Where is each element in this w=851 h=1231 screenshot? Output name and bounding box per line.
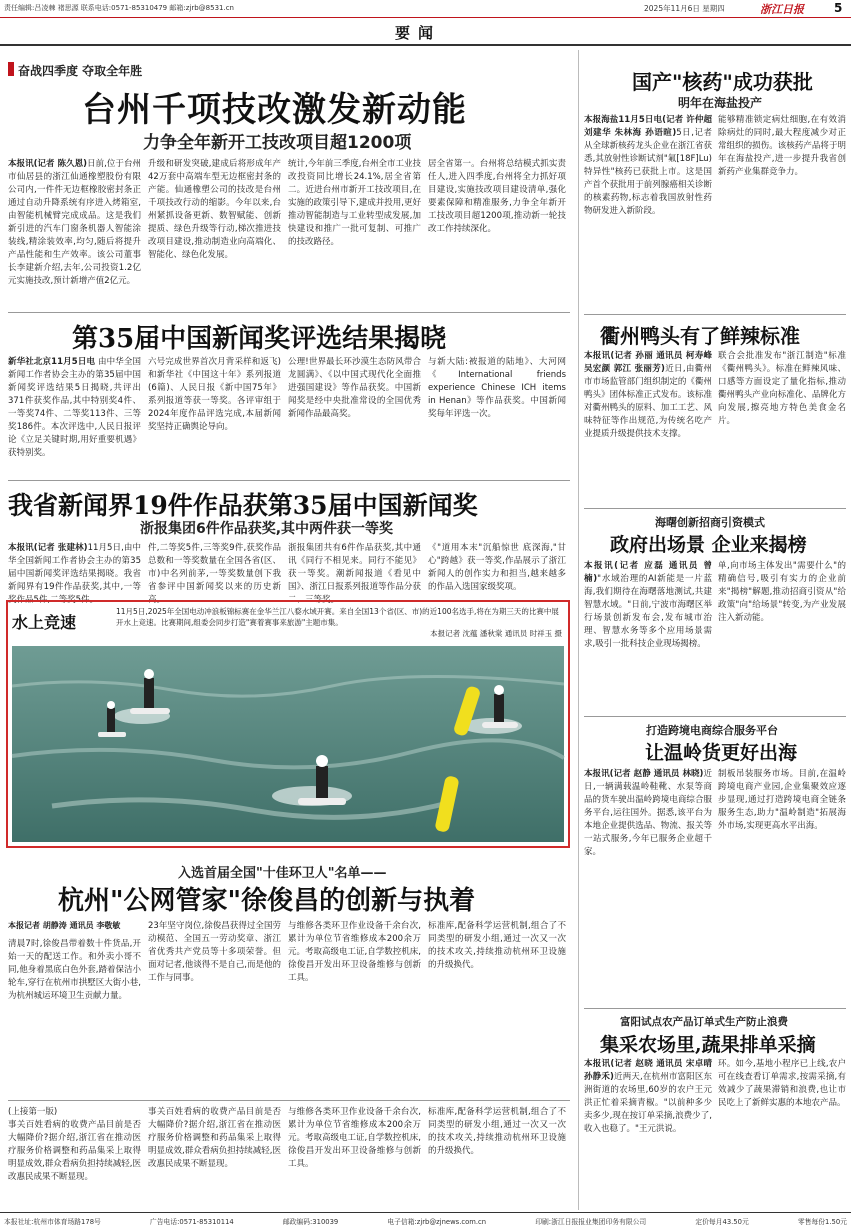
footer-rule xyxy=(0,1212,851,1213)
story3-col4: 《"道用本末"沉船惊世 底深海,"甘心"跨越》获一等奖,作品展示了浙江新闻人的创作实力和担当,越来越多的作品入选国家级奖项。 xyxy=(428,543,566,592)
bottom-col2: 事关百姓看病的收费产品目前是否大幅降价?据介绍,浙江省在推动医疗服务价格调整和药品集采上取得明显成效,群众看病负担持续减轻,医改惠民成果不断显现。 xyxy=(148,1107,281,1169)
divider xyxy=(8,1100,570,1101)
right1-col1 xyxy=(584,114,712,312)
right2-byline: 本报讯(记者 孙丽 通讯员 柯寿峰 吴宏颜 郭江 张丽芳) xyxy=(584,351,712,374)
story2-col4: 与新大陆:被报道的陆地》、大河网《International friends experience Chinese ICH items in Henan》等作品获奖。中国新闻奖每年评选一次。 xyxy=(428,357,566,419)
story4-col3: 与维修各类环卫作业设备千余台次,累计为单位节省维修成本200余万元。考取高级电工证,自学数控机床,徐俊昌开发出环卫设备维修与创新工具。 xyxy=(288,921,421,983)
story2-col2: 六号完成世界首次月背采样和返飞)和新华社《中国这十年》系列报道(6篇)、人民日报《新中国75年》系列报道等获一等奖。各评审组于2024年度作品评选完成,本届新闻奖坚持正确舆论导向。 xyxy=(148,357,281,432)
story4-col4: 标准库,配备科学运营机制,组合了不同类型的研发小组,通过一次又一次的技术攻关,持续推动杭州环卫设施的升级换代。 xyxy=(428,921,566,970)
right5-col1-text: 近两天,在杭州市富阳区东洲街道的农场里,60岁的农户王元洪正忙着采摘青椒。"以前种多少卖多少,现在按订单采摘,浪费少了,收入也稳了。"王元洪说。 xyxy=(584,1072,713,1134)
right1-col1-text: 5日,记者从全球新核药龙头企业在浙江省获悉,其放射性诊断试剂"氟[18F]Lu)特异性"核药已获批上市。这是国产首个获批用于前列腺癌相关诊断的核素药物,标志着我国放射性药物研发进入新阶段。 xyxy=(584,128,712,216)
story2-headline: 第35届中国新闻奖评选结果揭晓 xyxy=(72,324,447,354)
footer-postcode: 邮政编码:310039 xyxy=(282,1218,339,1226)
right5-headline: 集采农场里,蔬果排单采摘 xyxy=(600,1034,816,1056)
right5-kicker: 富阳试点农产品订单式生产防止浪费 xyxy=(620,1016,788,1028)
right3-headline: 政府出场景 企业来揭榜 xyxy=(610,534,807,556)
section-title: 要闻 xyxy=(395,24,442,42)
story2-byline: 新华社北京11月5日电 xyxy=(8,357,96,367)
right4-col1-text: 近日,一辆满载温岭鞋靴、水泵等商品的货车驶出温岭跨境电商综合服务平台,运往国外。据悉,该平台为本地企业提供选品、物流、报关等一站式服务,今年已服务企业超千家。 xyxy=(584,769,712,857)
story2-col1-text: 由中华全国新闻工作者协会主办的第35届中国新闻奖评选结果5日揭晓,共评出371件获奖作品,其中特别奖4件、一等奖74件、二等奖113件、三等奖186件。本次评选中,人民日报评论《立足关键时期,用好重要机遇》获特别奖。 xyxy=(8,357,141,458)
divider xyxy=(584,314,846,315)
right5-col2: 环。如今,基地小程序已上线,农户可在线查看订单需求,按需采摘,有效减少了蔬果滞销和浪费,也让市民吃上了新鲜实惠的本地农产品。 xyxy=(718,1059,846,1108)
divider xyxy=(584,716,846,717)
divider xyxy=(8,480,570,481)
story3-col1-text: 11月5日,由中华全国新闻工作者协会主办的第35届中国新闻奖评选结果揭晓。我省新闻界有19件作品获奖,其中,一等奖作品5件,二等奖5件。 xyxy=(8,543,141,605)
right4-col1 xyxy=(584,768,712,926)
bottom-col3: 与维修各类环卫作业设备千余台次,累计为单位节省维修成本200余万元。考取高级电工证,自学数控机床,徐俊昌开发出环卫设备维修与创新工具。 xyxy=(288,1107,421,1169)
right3-kicker: 海曙创新招商引资模式 xyxy=(655,516,765,529)
story3-headline: 我省新闻界19件作品获第35届中国新闻奖 xyxy=(8,491,478,520)
story1-kicker: 奋战四季度 夺取全年胜 xyxy=(18,64,143,78)
right3-col2: 单,向市场主体发出"需要什么"的精确信号,吸引有实力的企业前来"揭榜"解题,推动招商引资从"给政策"向"给场景"转变,为产业发展注入新动能。 xyxy=(718,561,846,623)
photo-caption-text: 11月5日,2025年全国电动冲浪板锦标赛在金华兰江八婺水域开赛。来自全国13个省(区、市)的近100名选手,将在为期三天的比赛中展开水上竞速。比赛期间,组委会同步打造"赛着赛事来旅游"主题市集。 xyxy=(116,607,559,627)
right1-subhead: 明年在海盐投产 xyxy=(678,96,763,110)
story2-col1 xyxy=(8,356,141,476)
story1-col1-text: 日前,位于台州市仙居县的浙江仙通橡塑股份有限公司内,一件件无边框橡胶密封条正通过自动升降系统有序进入烤箱室,由智能机械臂完成成品。这是我们新引进的汽车门窗条机器人智能涂装线,精涂装效率,均匀,随后将提升产品性能和生产效率。该公司董事长李建新介绍,去年,公司投资1.2亿元实施技改,预计新增产值2亿元。 xyxy=(8,159,141,286)
story4-col1: 清晨7时,徐俊昌带着数十件货品,开始一天的配送工作。和外卖小哥不同,他身着黑底白色外套,踏着保洁小轮车,穿行在杭州市拱墅区大街小巷,为杭州城运环境卫生贡献力量。 xyxy=(8,939,141,1001)
right2-headline: 衢州鸭头有了鲜辣标准 xyxy=(600,324,800,348)
paper-name: 浙江日报 xyxy=(760,3,804,16)
page-number: 5 xyxy=(834,1,843,15)
story3-subhead: 浙报集团6件作品获奖,其中两件获一等奖 xyxy=(140,521,394,537)
right4-col2: 制板吊装服务市场。目前,在温岭跨境电商产业园,企业集聚效应逐步显现,通过打造跨境电商全链条服务生态,助力"温岭制造"拓展海外市场,实现更高水平出海。 xyxy=(718,769,846,831)
photo-caption xyxy=(116,606,562,639)
story2-col3: 公理!世界最长环沙漠生态防风带合龙圆满》、《以中国式现代化全面推进强国建设》等作品获奖。中国新闻奖是经中央批准常设的全国优秀新闻作品最高奖。 xyxy=(288,357,421,419)
divider xyxy=(8,312,570,313)
story3-col2: 件,二等奖5件,三等奖9件,获奖作品总数和一等奖数量在全国各省(区、市)中名列前茅,一等奖数量创下我省参评中国新闻奖以来的历史新高。 xyxy=(148,543,281,605)
footer-retail: 零售每份1.50元 xyxy=(797,1218,847,1226)
bottom-text: 事关百姓看病的收费产品目前是否大幅降价?据介绍,浙江省在推动医疗服务价格调整和药品集采上取得明显成效,群众看病负担持续减轻,医改惠民成果不断显现。 xyxy=(8,1120,141,1182)
footer xyxy=(4,1216,847,1228)
right5-byline: 本报讯(记者 赵晓 通讯员 宋卓晴 孙静禾) xyxy=(584,1059,712,1082)
right3-byline: 本报讯(记者 应磊 通讯员 曾楠) xyxy=(584,561,712,584)
photo-title: 水上竞速 xyxy=(12,613,77,632)
story4-headline: 杭州"公网管家"徐俊昌的创新与执着 xyxy=(58,886,476,916)
story3-col3: 浙报集团共有6件作品获奖,其中通讯《同行不相见来。同行不能见》获一等奖。潮新闻报道《看见中国》、浙江日报系列报道等作品分获二、三等奖。 xyxy=(288,543,421,605)
story1-col1 xyxy=(8,158,141,308)
right2-col1-text: 近日,由衢州市市场监管部门组织制定的《衢州鸭头》团体标准正式发布。该标准对衢州鸭头的原料、加工工艺、风味特征等作出规范,为传统名吃产业提质升级提供技术支撑。 xyxy=(584,364,712,439)
column-rule xyxy=(578,50,579,1210)
masthead-bar xyxy=(0,0,851,16)
right1-col2: 能够精准锁定病灶细胞,在有效消除病灶的同时,最大程度减少对正常组织的损伤。该核药产品将于明年在海盐投产,进一步提升我省创新药产业集群竞争力。 xyxy=(718,115,846,177)
footer-ad-phone: 广告电话:0571-85310114 xyxy=(149,1218,234,1226)
divider xyxy=(584,508,846,509)
right1-headline: 国产"核药"成功获批 xyxy=(632,70,813,94)
footer-price: 定价每月43.50元 xyxy=(695,1218,749,1226)
issue-date: 2025年11月6日 星期四 xyxy=(644,4,725,13)
right5-col1 xyxy=(584,1058,712,1206)
section-rule xyxy=(0,44,851,46)
editor-info: 责任编辑:吕凌棘 褚思源 联系电话:0571-85310479 邮箱:zjrb@8531.cn xyxy=(4,4,234,12)
story1-col4: 居全省第一。台州将总结模式抓实责任人,进入四季度,台州将全力抓好项目建设,实施技改项目建设清单,强化要素保障和精准服务,力争全年新开工技改项目超1200项,推动新一轮技改工作持续深化。 xyxy=(428,159,566,234)
right3-col1-text: "水域治理的AI新能是一片蓝海,我们期待在海曙落地测试,共建智慧水域。"日前,宁波市海曙区举行场景创新发布会,发布城市治理、智慧水务等多个应用场景需求,吸引一批科技企业现场揭榜。 xyxy=(584,574,713,649)
footer-printer: 印刷:浙江日报报业集团印务有限公司 xyxy=(535,1218,647,1226)
right3-col1 xyxy=(584,560,712,708)
right4-byline: 本报讯(记者 赵静 通讯员 林晓) xyxy=(584,769,704,779)
story1-headline: 台州千项技改激发新动能 xyxy=(82,90,467,130)
right1-byline: 本报海盐11月5日电(记者 许仲超 刘建华 朱林海 孙语暄) xyxy=(584,115,712,138)
continued-from-label: (上接第一版) xyxy=(8,1107,58,1117)
story4-col2: 23年坚守岗位,徐俊昌获得过全国劳动模范、全国五一劳动奖章、浙江省优秀共产党员等十多项荣誉。但面对记者,他谈得不是自己,而是他的工作与同事。 xyxy=(148,921,281,983)
photo-credit: 本报记者 沈蕴 潘秋棠 通讯员 时祥玉 摄 xyxy=(430,629,562,638)
story3-byline: 本报讯(记者 张建林) xyxy=(8,543,88,553)
right4-kicker: 打造跨境电商综合服务平台 xyxy=(646,724,778,737)
surfing-photo xyxy=(12,646,564,842)
story4-kicker: 入选首届全国"十佳环卫人"名单—— xyxy=(178,866,387,881)
photo-box xyxy=(6,600,570,848)
story1-byline: 本报讯(记者 陈久恩) xyxy=(8,159,88,169)
right4-headline: 让温岭货更好出海 xyxy=(645,742,798,764)
bottom-col4: 标准库,配备科学运营机制,组合了不同类型的研发小组,通过一次又一次的技术攻关,持续推动杭州环卫设施的升级换代。 xyxy=(428,1107,566,1156)
story3-col1 xyxy=(8,542,141,605)
footer-email: 电子信箱:zjrb@zjnews.com.cn xyxy=(387,1218,487,1226)
right2-col2: 联合会批准发布"浙江制造"标准《衢州鸭头》。标准在鲜辣风味、口感等方面设定了量化指标,推动衢州鸭头产业向标准化、品牌化方向发展,擦亮地方特色美食金名片。 xyxy=(718,351,846,426)
story1-subhead: 力争全年新开工技改项目超1200项 xyxy=(143,133,412,153)
divider xyxy=(584,1008,846,1009)
footer-address: 本报社址:杭州市体育场路178号 xyxy=(4,1218,101,1226)
header-rule xyxy=(0,17,851,18)
story1-col2: 升级和研发突破,建成后将形成年产42万套中高端车型无边框密封条的产能。仙通橡塑公司的技改是台州千项技改行动的缩影。今年以来,台州紧抓设备更新、数智赋能、创新提质、绿色升级等行动,梯次推进技改项目建设,推动制造业向高端化、智能化、绿色化发展。 xyxy=(148,159,281,260)
bottom-col1 xyxy=(8,1106,141,1206)
story4-byline: 本报记者 胡静涛 通讯员 李敬敏 xyxy=(8,921,121,930)
kicker-marker xyxy=(8,62,14,76)
right2-col1 xyxy=(584,350,712,498)
story1-col3: 统计,今年前三季度,台州全市工业技改投资同比增长24.1%,居全省第二。近进台州市新开工技改项目,在实施的政策引导下,建成并投用,更好推动智能制造与工业转型成发展,加快建设和推广一批可复制、可推广的技改路径。 xyxy=(288,159,421,247)
